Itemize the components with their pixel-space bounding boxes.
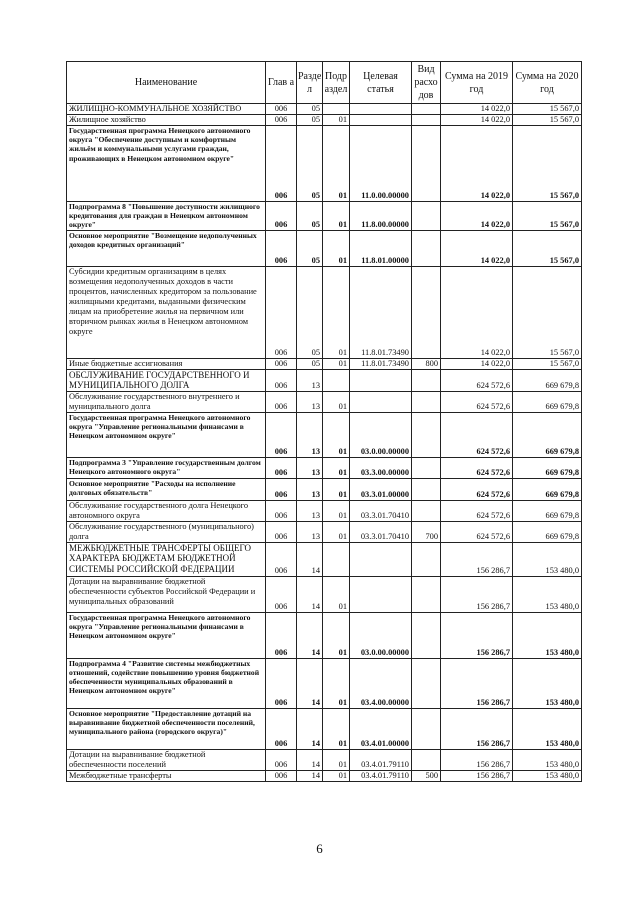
table-row [67,457,582,478]
cell-name: Обслуживание государственного долга Ненецкого автономного округа [67,500,266,521]
cell-sum-2019: 624 572,6 [441,521,513,542]
table-row [67,521,582,542]
cell-target: 03.0.00.00000 [350,612,412,658]
cell-podrazdel: 01 [323,658,350,708]
cell-podrazdel: 01 [323,500,350,521]
header-razdel: Разде л [297,62,323,104]
cell-vid [412,542,441,576]
header-glava: Глав а [266,62,297,104]
cell-glava: 006 [266,369,297,391]
cell-razdel: 13 [297,369,323,391]
cell-target: 11.8.01.73490 [350,266,412,358]
cell-razdel: 05 [297,115,323,126]
cell-podrazdel: 01 [323,391,350,412]
cell-sum-2020: 669 679,8 [513,478,582,500]
cell-name: Дотации на выравнивание бюджетной обеспеченности поселений [67,749,266,770]
cell-razdel: 13 [297,412,323,457]
table-row [67,658,582,708]
cell-target: 03.4.01.00000 [350,708,412,749]
cell-target: 11.8.01.73490 [350,358,412,369]
cell-name: Основное мероприятие "Расходы на исполнение долговых обязательств" [67,478,266,500]
cell-podrazdel: 01 [323,576,350,612]
table-row [67,115,582,126]
cell-vid [412,391,441,412]
cell-razdel: 13 [297,521,323,542]
cell-target: 03.3.01.70410 [350,500,412,521]
cell-razdel: 13 [297,500,323,521]
cell-vid [412,412,441,457]
table-row [67,266,582,358]
cell-razdel: 14 [297,612,323,658]
cell-name: Основное мероприятие "Предоставление дотаций на выравнивание бюджетной обеспеченности поселений, муниципального района (городского округа)" [67,708,266,749]
cell-target [350,542,412,576]
table-body [67,104,582,782]
table-header-row [67,62,582,104]
cell-glava: 006 [266,266,297,358]
cell-sum-2020: 669 679,8 [513,391,582,412]
cell-razdel: 14 [297,770,323,781]
cell-sum-2020: 669 679,8 [513,500,582,521]
header-name: Наименование [67,62,266,104]
cell-name: Государственная программа Ненецкого автономного округа "Управление региональными финансами в Ненецком автономном округе" [67,412,266,457]
cell-target: 11.0.00.00000 [350,126,412,202]
cell-sum-2020: 15 567,0 [513,126,582,202]
cell-podrazdel: 01 [323,358,350,369]
cell-glava: 006 [266,457,297,478]
cell-name: Обслуживание государственного внутреннего и муниципального долга [67,391,266,412]
table-row [67,612,582,658]
cell-razdel: 13 [297,457,323,478]
cell-name: Основное мероприятие "Возмещение недополученных доходов кредитных организаций" [67,230,266,266]
table-row [67,126,582,202]
cell-name: Подпрограмма 3 "Управление государственным долгом Ненецкого автономного округа" [67,457,266,478]
cell-podrazdel: 01 [323,749,350,770]
cell-name: Жилищное хозяйство [67,115,266,126]
cell-sum-2020: 153 480,0 [513,576,582,612]
cell-glava: 006 [266,115,297,126]
cell-vid: 800 [412,358,441,369]
cell-vid [412,202,441,231]
cell-glava: 006 [266,770,297,781]
cell-vid [412,115,441,126]
cell-target: 03.3.00.00000 [350,457,412,478]
cell-target: 11.8.00.00000 [350,202,412,231]
table-row [67,500,582,521]
table-row [67,708,582,749]
cell-vid: 500 [412,770,441,781]
cell-sum-2020: 15 567,0 [513,266,582,358]
cell-sum-2019: 14 022,0 [441,358,513,369]
cell-podrazdel [323,542,350,576]
cell-vid [412,230,441,266]
cell-vid [412,576,441,612]
cell-sum-2020: 15 567,0 [513,358,582,369]
cell-name: Обслуживание государственного (муниципального) долга [67,521,266,542]
cell-podrazdel: 01 [323,115,350,126]
cell-glava: 006 [266,500,297,521]
cell-sum-2019: 14 022,0 [441,126,513,202]
cell-sum-2019: 624 572,6 [441,500,513,521]
cell-sum-2020: 15 567,0 [513,230,582,266]
cell-glava: 006 [266,521,297,542]
header-sum-2019: Сумма на 2019 год [441,62,513,104]
cell-vid [412,126,441,202]
cell-sum-2020: 153 480,0 [513,708,582,749]
cell-name: Субсидии кредитным организациям в целях возмещения недополученных доходов в части процентов, начисленных кредитором за пользование жилищными кредитами, выданными физическим лицам на приобретение жилья на первичном или вторичном рынках жилья в Ненецком автономном округе [67,266,266,358]
cell-target: 03.4.01.79110 [350,770,412,781]
cell-sum-2019: 14 022,0 [441,104,513,115]
cell-vid [412,658,441,708]
cell-glava: 006 [266,391,297,412]
cell-podrazdel: 01 [323,126,350,202]
cell-glava: 006 [266,708,297,749]
cell-target [350,576,412,612]
cell-razdel: 05 [297,230,323,266]
cell-razdel: 05 [297,266,323,358]
cell-podrazdel: 01 [323,266,350,358]
cell-glava: 006 [266,202,297,231]
cell-sum-2019: 156 286,7 [441,658,513,708]
cell-razdel: 05 [297,104,323,115]
table-row [67,412,582,457]
cell-sum-2020: 669 679,8 [513,412,582,457]
table-row [67,391,582,412]
cell-razdel: 14 [297,708,323,749]
cell-target [350,369,412,391]
cell-target: 03.4.01.79110 [350,749,412,770]
cell-vid [412,478,441,500]
cell-target: 11.8.01.00000 [350,230,412,266]
cell-sum-2019: 156 286,7 [441,542,513,576]
cell-razdel: 14 [297,658,323,708]
cell-sum-2019: 624 572,6 [441,457,513,478]
cell-name: Подпрограмма 8 "Повышение доступности жилищного кредитования для граждан в Ненецком автономном округе" [67,202,266,231]
cell-podrazdel: 01 [323,708,350,749]
cell-glava: 006 [266,749,297,770]
table-row [67,369,582,391]
cell-target: 03.4.00.00000 [350,658,412,708]
header-podrazdel: Подр аздел [323,62,350,104]
cell-glava: 006 [266,358,297,369]
cell-name: Иные бюджетные ассигнования [67,358,266,369]
table-row [67,104,582,115]
cell-podrazdel: 01 [323,412,350,457]
cell-sum-2020: 153 480,0 [513,658,582,708]
cell-sum-2020: 15 567,0 [513,104,582,115]
cell-target [350,104,412,115]
cell-sum-2020: 153 480,0 [513,770,582,781]
cell-podrazdel: 01 [323,521,350,542]
cell-sum-2019: 624 572,6 [441,369,513,391]
cell-glava: 006 [266,478,297,500]
cell-razdel: 05 [297,126,323,202]
cell-glava: 006 [266,230,297,266]
cell-name: ОБСЛУЖИВАНИЕ ГОСУДАРСТВЕННОГО И МУНИЦИПАЛЬНОГО ДОЛГА [67,369,266,391]
table-row [67,770,582,781]
table-row [67,202,582,231]
cell-sum-2019: 624 572,6 [441,478,513,500]
cell-sum-2020: 15 567,0 [513,115,582,126]
table-row [67,230,582,266]
cell-razdel: 13 [297,391,323,412]
cell-vid [412,104,441,115]
cell-sum-2020: 669 679,8 [513,457,582,478]
table-row [67,749,582,770]
cell-razdel: 14 [297,576,323,612]
cell-razdel: 14 [297,542,323,576]
cell-razdel: 05 [297,202,323,231]
cell-name: Дотации на выравнивание бюджетной обеспеченности субъектов Российской Федерации и муниципальных образований [67,576,266,612]
cell-vid [412,708,441,749]
cell-sum-2019: 156 286,7 [441,749,513,770]
cell-sum-2019: 624 572,6 [441,391,513,412]
cell-sum-2020: 153 480,0 [513,612,582,658]
page-number: 6 [316,841,323,856]
cell-podrazdel: 01 [323,202,350,231]
table-row [67,576,582,612]
cell-sum-2019: 14 022,0 [441,115,513,126]
cell-podrazdel: 01 [323,478,350,500]
cell-razdel: 13 [297,478,323,500]
cell-glava: 006 [266,126,297,202]
cell-vid: 700 [412,521,441,542]
cell-sum-2020: 15 567,0 [513,202,582,231]
cell-sum-2019: 14 022,0 [441,266,513,358]
cell-sum-2020: 669 679,8 [513,521,582,542]
cell-vid [412,457,441,478]
cell-sum-2020: 669 679,8 [513,369,582,391]
cell-target: 03.0.00.00000 [350,412,412,457]
table-row [67,358,582,369]
cell-sum-2019: 156 286,7 [441,770,513,781]
cell-razdel: 05 [297,358,323,369]
cell-sum-2019: 156 286,7 [441,612,513,658]
cell-sum-2019: 156 286,7 [441,576,513,612]
cell-sum-2019: 156 286,7 [441,708,513,749]
cell-glava: 006 [266,576,297,612]
cell-glava: 006 [266,412,297,457]
cell-podrazdel: 01 [323,770,350,781]
cell-vid [412,612,441,658]
cell-name: ЖИЛИЩНО-КОММУНАЛЬНОЕ ХОЗЯЙСТВО [67,104,266,115]
cell-podrazdel: 01 [323,612,350,658]
cell-sum-2019: 14 022,0 [441,202,513,231]
cell-podrazdel [323,369,350,391]
header-sum-2020: Сумма на 2020 год [513,62,582,104]
cell-glava: 006 [266,612,297,658]
cell-vid [412,369,441,391]
cell-name: МЕЖБЮДЖЕТНЫЕ ТРАНСФЕРТЫ ОБЩЕГО ХАРАКТЕРА БЮДЖЕТАМ БЮДЖЕТНОЙ СИСТЕМЫ РОССИЙСКОЙ ФЕДЕРАЦИИ [67,542,266,576]
cell-sum-2019: 14 022,0 [441,230,513,266]
cell-name: Государственная программа Ненецкого автономного округа "Обеспечение доступным и комфортным жильём и коммунальными услугами граждан, проживающих в Ненецком автономном округе" [67,126,266,202]
cell-target [350,115,412,126]
cell-razdel: 14 [297,749,323,770]
cell-vid [412,266,441,358]
cell-target: 03.3.01.00000 [350,478,412,500]
table-row [67,542,582,576]
cell-name: Государственная программа Ненецкого автономного округа "Управление региональными финансами в Ненецком автономном округе" [67,612,266,658]
cell-sum-2019: 624 572,6 [441,412,513,457]
cell-name: Подпрограмма 4 "Развитие системы межбюджетных отношений, содействие повышению уровня бюджетной обеспеченности муниципальных образований в Ненецком автономном округе" [67,658,266,708]
budget-table [66,61,582,782]
cell-podrazdel: 01 [323,230,350,266]
header-target: Целевая статья [350,62,412,104]
cell-glava: 006 [266,542,297,576]
cell-sum-2020: 153 480,0 [513,542,582,576]
cell-podrazdel: 01 [323,457,350,478]
cell-glava: 006 [266,104,297,115]
cell-vid [412,749,441,770]
cell-name: Межбюджетные трансферты [67,770,266,781]
table-row [67,478,582,500]
cell-target: 03.3.01.70410 [350,521,412,542]
cell-vid [412,500,441,521]
cell-target [350,391,412,412]
cell-sum-2020: 153 480,0 [513,749,582,770]
header-vid: Вид расхо дов [412,62,441,104]
cell-glava: 006 [266,658,297,708]
cell-podrazdel [323,104,350,115]
